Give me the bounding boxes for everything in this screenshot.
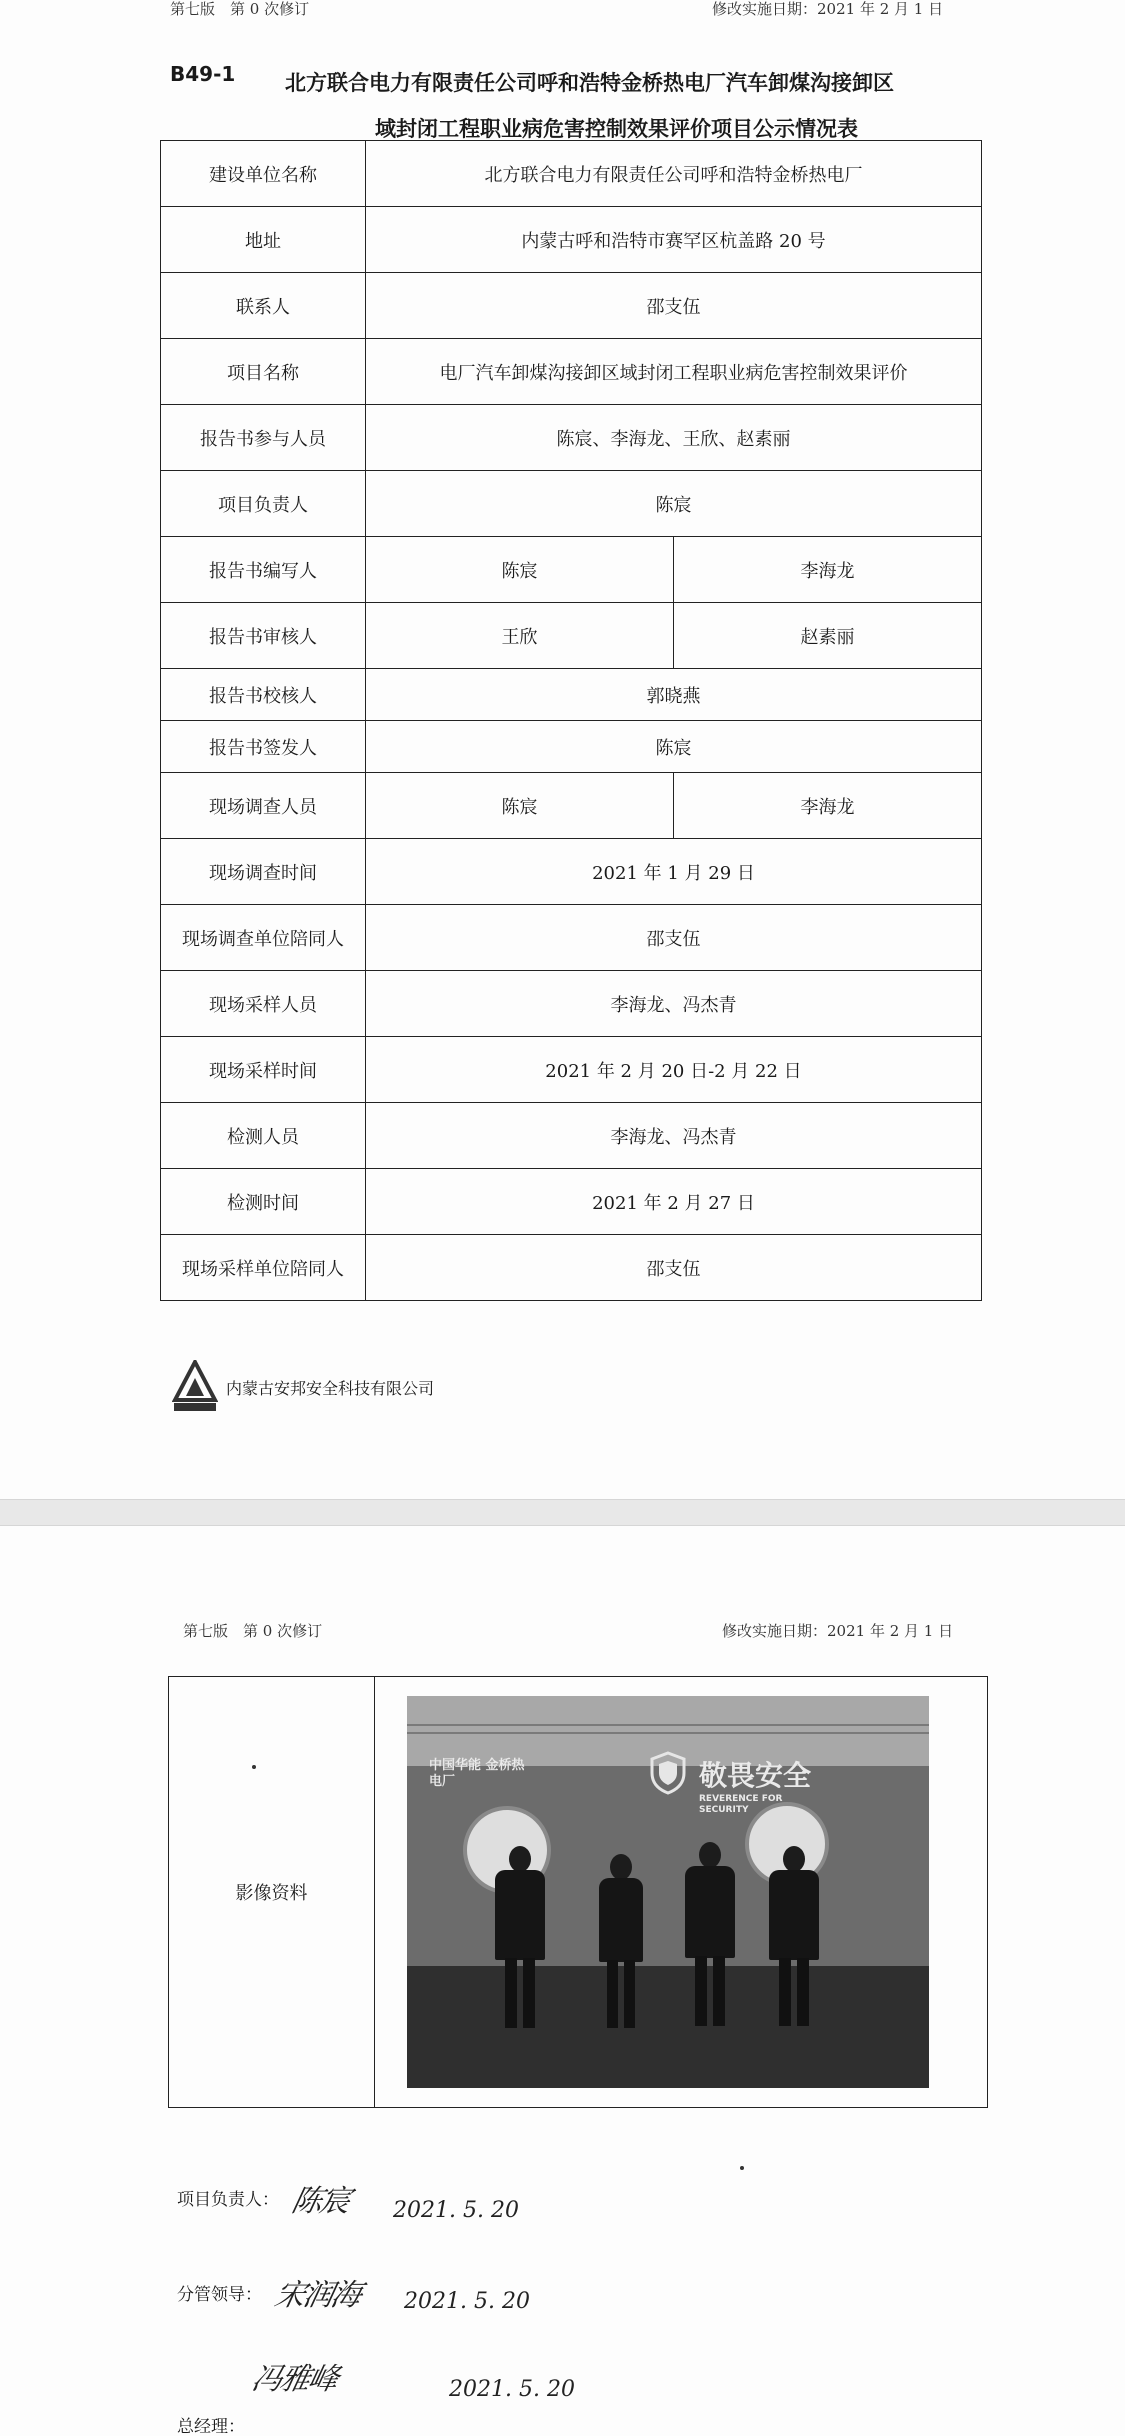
row-label: 现场采样人员 — [161, 971, 366, 1037]
table-row — [161, 471, 982, 537]
signature-date: 2021. 5. 20 — [393, 2198, 519, 2223]
title-line-2: 域封闭工程职业病危害控制效果评价项目公示情况表 — [375, 117, 858, 141]
document-title — [285, 60, 985, 152]
plant-name-sign: 中国华能 金桥热电厂 — [429, 1758, 525, 1789]
edition-header-page-2: 第七版 第 0 次修订 — [183, 1622, 323, 1640]
row-value: 郭晓燕 — [366, 669, 982, 721]
signature-date: 2021. 5. 20 — [404, 2288, 530, 2314]
row-label: 报告书审核人 — [161, 603, 366, 669]
table-row — [161, 1169, 982, 1235]
row-value: 内蒙古呼和浩特市赛罕区杭盖路 20 号 — [366, 207, 982, 273]
table-row — [161, 905, 982, 971]
page-separator — [0, 1500, 1125, 1525]
table-row — [161, 721, 982, 773]
row-value: 电厂汽车卸煤沟接卸区域封闭工程职业病危害控制效果评价 — [366, 339, 982, 405]
row-label: 报告书校核人 — [161, 669, 366, 721]
row-label: 报告书编写人 — [161, 537, 366, 603]
safety-slogan-sign: 敬畏安全 — [699, 1759, 812, 1792]
row-value: 2021 年 2 月 27 日 — [366, 1169, 982, 1235]
row-label: 项目名称 — [161, 339, 366, 405]
signature-row-general-manager — [177, 2360, 575, 2436]
project-info-table — [160, 140, 982, 1301]
row-value: 陈宸 — [366, 773, 674, 839]
row-label: 现场采样时间 — [161, 1037, 366, 1103]
company-footer — [172, 1360, 434, 1414]
table-row — [161, 603, 982, 669]
table-row — [161, 273, 982, 339]
row-label: 建设单位名称 — [161, 141, 366, 207]
effective-date-header-page-2: 修改实施日期：2021 年 2 月 1 日 — [722, 1622, 954, 1640]
row-label: 项目负责人 — [161, 471, 366, 537]
signature-row-supervisor — [177, 2270, 530, 2314]
handwritten-signature: 冯雅峰 — [248, 2362, 340, 2397]
row-label: 报告书签发人 — [161, 721, 366, 773]
row-value: 李海龙、冯杰青 — [366, 1103, 982, 1169]
table-row — [161, 537, 982, 603]
signature-label: 总经理： — [177, 2417, 245, 2436]
row-value: 2021 年 1 月 29 日 — [366, 839, 982, 905]
image-record-table — [168, 1676, 988, 2108]
table-row — [161, 339, 982, 405]
row-value: 陈宸、李海龙、王欣、赵素丽 — [366, 405, 982, 471]
row-label: 现场调查时间 — [161, 839, 366, 905]
row-value-2: 赵素丽 — [674, 603, 982, 669]
row-label: 地址 — [161, 207, 366, 273]
site-photo — [407, 1696, 929, 2088]
table-row — [161, 207, 982, 273]
row-value-2: 李海龙 — [674, 537, 982, 603]
company-logo-icon — [172, 1360, 218, 1414]
title-line-1: 北方联合电力有限责任公司呼和浩特金桥热电厂汽车卸煤沟接卸区 — [285, 71, 894, 95]
row-label: 现场采样单位陪同人 — [161, 1235, 366, 1301]
safety-shield-icon — [649, 1751, 687, 1795]
row-value: 邵支伍 — [366, 273, 982, 339]
row-label: 现场调查单位陪同人 — [161, 905, 366, 971]
effective-date-header: 修改实施日期：2021 年 2 月 1 日 — [712, 0, 944, 18]
image-section-label: 影像资料 — [169, 1677, 375, 2108]
signature-label: 项目负责人： — [177, 2190, 279, 2210]
table-row — [161, 1103, 982, 1169]
row-value: 北方联合电力有限责任公司呼和浩特金桥热电厂 — [366, 141, 982, 207]
company-name: 内蒙古安邦安全科技有限公司 — [226, 1378, 435, 1398]
row-value: 李海龙、冯杰青 — [366, 971, 982, 1037]
row-value: 王欣 — [366, 603, 674, 669]
document-code: B49-1 — [170, 62, 236, 86]
table-row — [161, 141, 982, 207]
edition-header: 第七版 第 0 次修订 — [170, 0, 310, 18]
row-label: 现场调查人员 — [161, 773, 366, 839]
row-label: 报告书参与人员 — [161, 405, 366, 471]
safety-slogan-subtext: REVERENCE FOR SECURITY — [699, 1794, 783, 1815]
table-row — [161, 1235, 982, 1301]
row-value: 邵支伍 — [366, 905, 982, 971]
handwritten-signature: 宋润海 — [271, 2278, 363, 2313]
row-label: 检测人员 — [161, 1103, 366, 1169]
table-row — [161, 669, 982, 721]
table-row — [161, 405, 982, 471]
row-value-2: 李海龙 — [674, 773, 982, 839]
signature-date: 2021. 5. 20 — [449, 2377, 575, 2402]
signature-label: 分管领导： — [177, 2284, 262, 2305]
row-value: 陈宸 — [366, 537, 674, 603]
row-value: 邵支伍 — [366, 1235, 982, 1301]
row-label: 联系人 — [161, 273, 366, 339]
table-row — [161, 773, 982, 839]
table-row — [161, 839, 982, 905]
row-value: 陈宸 — [366, 471, 982, 537]
row-label: 检测时间 — [161, 1169, 366, 1235]
signature-row-project-lead — [177, 2172, 519, 2223]
row-value: 陈宸 — [366, 721, 982, 773]
row-value: 2021 年 2 月 20 日-2 月 22 日 — [366, 1037, 982, 1103]
table-row — [161, 971, 982, 1037]
table-row — [161, 1037, 982, 1103]
handwritten-signature: 陈宸 — [288, 2183, 352, 2219]
